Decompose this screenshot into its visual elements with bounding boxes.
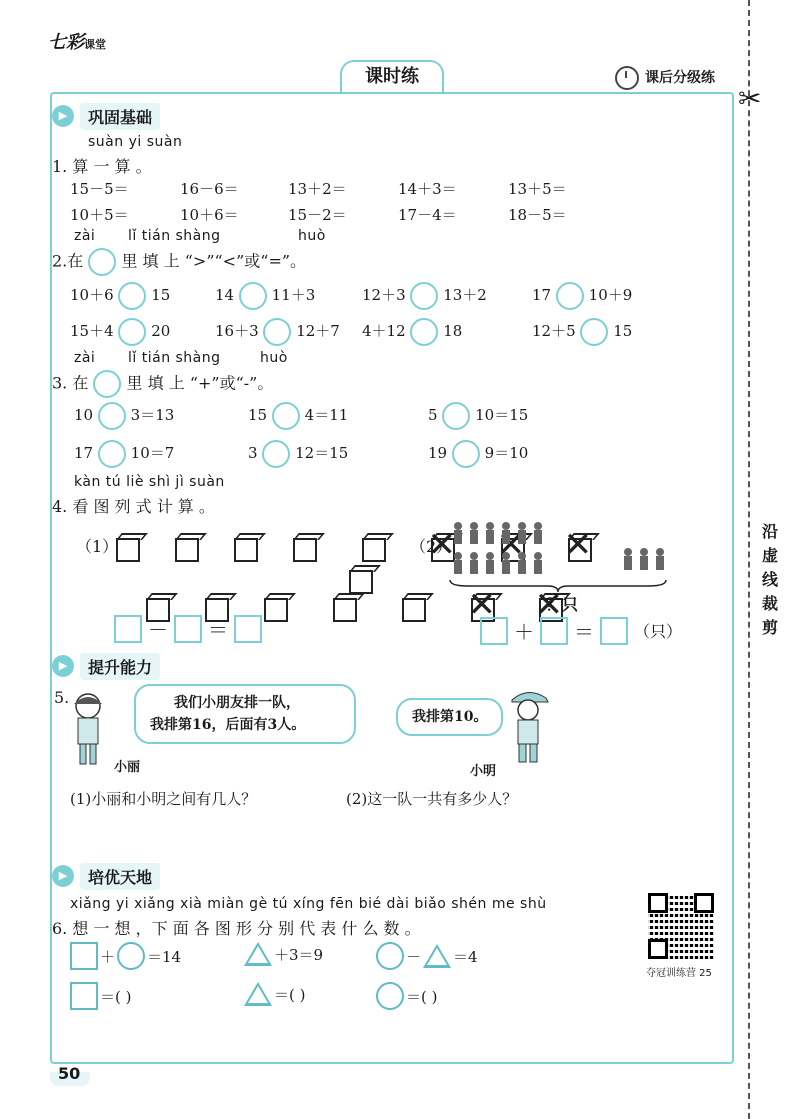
q2-item: 14 11＋3 (215, 282, 315, 310)
compare-blank[interactable] (580, 318, 608, 346)
q2-item: 12＋5 15 (532, 318, 632, 346)
section-header-basics: ▶ 巩固基础 (52, 104, 160, 128)
q2-item: 4＋12 18 (362, 318, 462, 346)
cube-icon (349, 570, 373, 594)
q2-item: 12＋3 13＋2 (362, 282, 487, 310)
q6-answer-triangle[interactable]: ＝( ) (244, 982, 305, 1006)
q2-item: 10＋6 15 (70, 282, 170, 310)
compare-blank[interactable] (410, 318, 438, 346)
cube-icon (175, 538, 199, 562)
boy-illustration (504, 688, 554, 768)
girl-illustration (64, 690, 114, 770)
square-shape-icon (70, 942, 98, 970)
q6-pinyin: xiǎng yi xiǎng xià miàn gè tú xíng fēn bié dài biǎo shén me shù (70, 896, 547, 912)
q3-pinyin-1: zài (74, 350, 96, 366)
q2-item: 15＋4 20 (70, 318, 170, 346)
q6-answer-square[interactable]: ＝( ) (70, 982, 131, 1010)
q3-item: 17 10＝7 (74, 440, 174, 468)
cube-group (116, 538, 396, 598)
q3-item: 3 12＝15 (248, 440, 348, 468)
q6-equation-2: ＋3＝9 (244, 942, 323, 966)
cube-icon (116, 538, 140, 562)
section-header-advanced: ▶ 培优天地 (52, 864, 160, 888)
page-number: 50 (58, 1064, 81, 1083)
page-title: 课时练 (340, 60, 444, 92)
cube-icon (362, 538, 386, 562)
cut-instruction: 沿 虚 线 裁 剪 (762, 522, 779, 637)
alarm-clock-icon (615, 66, 639, 90)
operator-blank[interactable] (452, 440, 480, 468)
q2-pinyin-1: zài (74, 228, 96, 244)
q4-part1-label: （1） (76, 537, 119, 556)
play-icon: ▶ (52, 105, 74, 127)
circle-blank-icon (88, 248, 116, 276)
compare-blank[interactable] (263, 318, 291, 346)
name-xiaoli: 小丽 (114, 760, 141, 775)
q3-items (74, 402, 634, 472)
people-group-illustration (448, 518, 668, 598)
q2-prompt: 2.在 里 填 上 “>”“<”或“=”。 (52, 248, 306, 276)
q6-answer-circle[interactable]: ＝( ) (376, 982, 437, 1010)
circle-shape-icon (117, 942, 145, 970)
qr-caption: 夺冠训练营 25 (646, 968, 712, 979)
operator-blank[interactable] (98, 402, 126, 430)
operator-blank[interactable] (272, 402, 300, 430)
triangle-shape-icon (244, 982, 272, 1006)
q4-pinyin: kàn tú liè shì jì suàn (74, 474, 225, 490)
q4-answer-2: ＋ ＝ （只） (480, 616, 682, 645)
triangle-shape-icon (423, 944, 451, 968)
q3-item: 5 10＝15 (428, 402, 528, 430)
speech-bubble-right: 我排第10。 (396, 698, 503, 736)
operator-blank[interactable] (442, 402, 470, 430)
compare-blank[interactable] (118, 318, 146, 346)
circle-blank-icon (93, 370, 121, 398)
qr-code[interactable] (648, 893, 714, 959)
play-icon: ▶ (52, 655, 74, 677)
q4-part2-label: （2） (410, 537, 453, 556)
answer-box[interactable] (174, 615, 202, 643)
section-header-improve: ▶ 提升能力 (52, 654, 160, 678)
square-shape-icon (70, 982, 98, 1010)
cube-icon (264, 598, 288, 622)
speech-bubble-left: 我们小朋友排一队， 我排第16，后面有3人。 (134, 684, 356, 744)
cube-icon (402, 598, 426, 622)
q2-items (70, 282, 670, 352)
cube-icon (293, 538, 317, 562)
q3-item: 10 3＝13 (74, 402, 174, 430)
answer-box[interactable] (600, 617, 628, 645)
q6-equation-3: － ＝4 (376, 942, 478, 970)
scissors-icon: ✂ (738, 82, 762, 115)
q6-prompt: 6. 想 一 想 ，下 面 各 图 形 分 别 代 表 什 么 数 。 (52, 919, 421, 938)
compare-blank[interactable] (239, 282, 267, 310)
cube-icon (333, 598, 357, 622)
level-label: 课后分级练 (615, 66, 715, 90)
circle-shape-icon (376, 942, 404, 970)
brand-logo: 七彩课堂 (48, 32, 106, 53)
q3-item: 15 4＝11 (248, 402, 348, 430)
q6-equation-1: ＋ ＝14 (70, 942, 181, 970)
q1-pinyin: suàn yi suàn (88, 134, 183, 150)
q4-question-mark: ？只 (546, 595, 579, 614)
compare-blank[interactable] (556, 282, 584, 310)
answer-box[interactable] (114, 615, 142, 643)
q3-item: 19 9＝10 (428, 440, 528, 468)
q5-sub-question-1: (1)小丽和小明之间有几人？ (70, 790, 257, 808)
answer-box[interactable] (540, 617, 568, 645)
answer-box[interactable] (234, 615, 262, 643)
cut-line (748, 0, 750, 1119)
triangle-shape-icon (244, 942, 272, 966)
q3-pinyin-2: lǐ tián shàng (128, 350, 221, 366)
cube-icon (234, 538, 258, 562)
q4-prompt: 4. 看 图 列 式 计 算 。 (52, 497, 215, 516)
q2-item: 16＋3 12＋7 (215, 318, 340, 346)
answer-box[interactable] (480, 617, 508, 645)
circle-shape-icon (376, 982, 404, 1010)
q5-sub-question-2: (2)这一队一共有多少人？ (346, 790, 518, 808)
q3-pinyin-3: huò (260, 350, 288, 366)
q2-pinyin-2: lǐ tián shàng (128, 228, 221, 244)
q5-number: 5. (54, 688, 70, 707)
q4-answer-1: － ＝ (114, 614, 262, 643)
compare-blank[interactable] (410, 282, 438, 310)
play-icon: ▶ (52, 865, 74, 887)
operator-blank[interactable] (98, 440, 126, 468)
name-xiaoming: 小明 (470, 764, 497, 779)
operator-blank[interactable] (262, 440, 290, 468)
q3-prompt: 3. 在 里 填 上 “+”或“-”。 (52, 370, 273, 398)
compare-blank[interactable] (118, 282, 146, 310)
q2-pinyin-3: huò (298, 228, 326, 244)
q2-item: 17 10＋9 (532, 282, 632, 310)
q1-prompt: 1. 算 一 算 。 (52, 157, 152, 176)
